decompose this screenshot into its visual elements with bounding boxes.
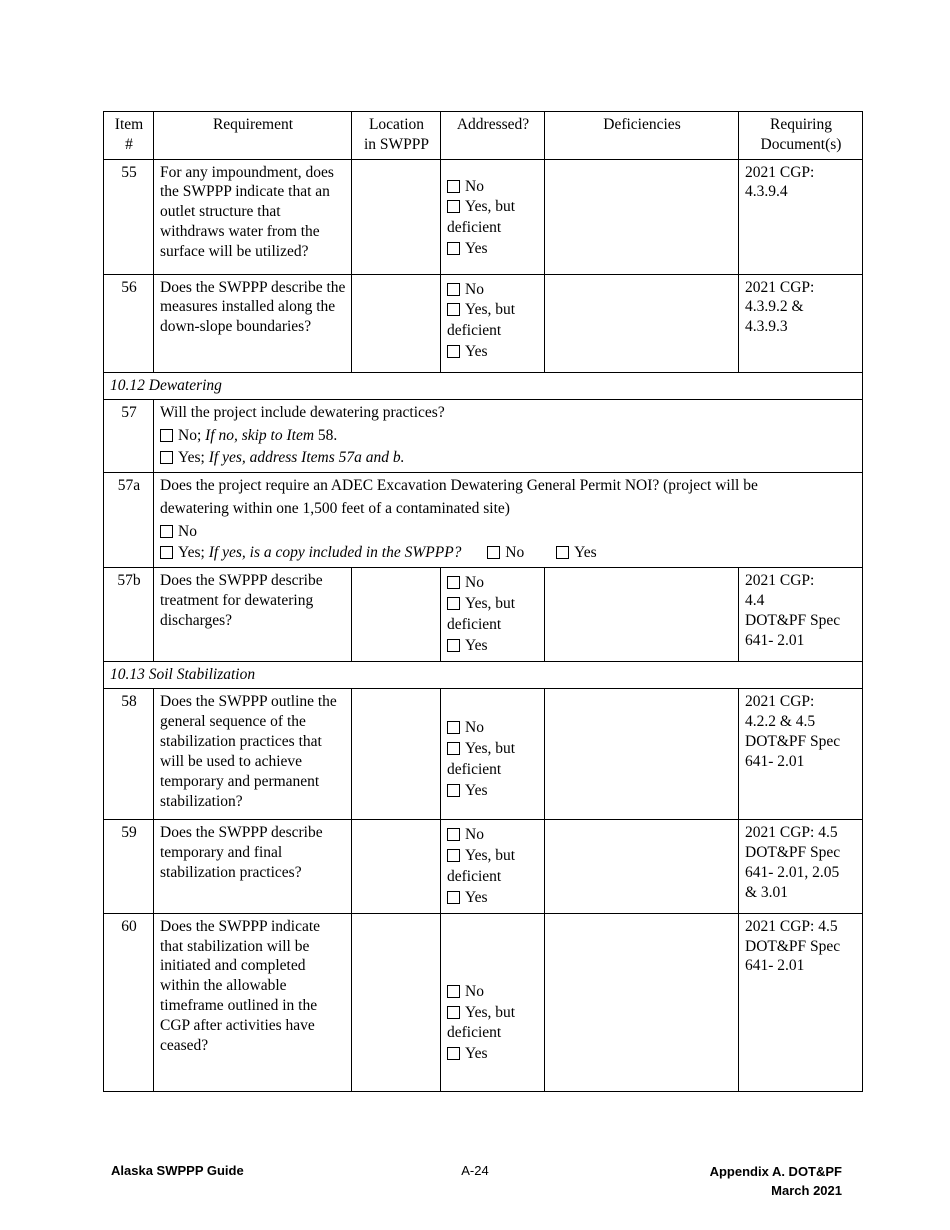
row-item-number: 57 xyxy=(104,400,154,472)
addressed-options xyxy=(447,571,539,655)
sub-option-yes: Yes xyxy=(574,544,597,562)
table-row xyxy=(104,274,863,372)
row-document: 2021 CGP: 4.4 DOT&PF Spec 641- 2.01 xyxy=(739,568,863,661)
option-deficient-label: deficient xyxy=(447,219,502,237)
option-no[interactable]: No xyxy=(447,718,539,738)
checkbox-icon[interactable] xyxy=(447,985,460,998)
question-text: Will the project include dewatering practices? xyxy=(160,404,445,422)
header-addressed: Addressed? xyxy=(441,112,545,160)
checkbox-icon[interactable] xyxy=(447,200,460,213)
option-no[interactable]: No xyxy=(447,982,539,1002)
row-item-number: 60 xyxy=(104,913,154,1091)
checkbox-icon[interactable] xyxy=(160,546,173,559)
option-deficient-label: deficient xyxy=(447,615,502,633)
option-deficient-label: deficient xyxy=(447,322,502,340)
addressed-options xyxy=(447,917,539,1064)
checkbox-icon[interactable] xyxy=(447,891,460,904)
addressed-options xyxy=(447,692,539,800)
row-location[interactable] xyxy=(352,274,441,372)
option-yes[interactable]: Yes xyxy=(447,636,539,656)
header-location: Location in SWPPP xyxy=(352,112,441,160)
checkbox-icon[interactable] xyxy=(447,721,460,734)
row-requirement: Does the SWPPP describe treatment for dewatering discharges? xyxy=(154,568,352,661)
row-location[interactable] xyxy=(352,159,441,274)
row-deficiencies[interactable] xyxy=(545,820,739,913)
section-header-row xyxy=(104,661,863,689)
checkbox-icon[interactable] xyxy=(447,180,460,193)
option-yes-but-deficient[interactable]: Yes, but xyxy=(447,197,539,217)
checkbox-icon[interactable] xyxy=(447,242,460,255)
row-item-number: 56 xyxy=(104,274,154,372)
row-item-number: 58 xyxy=(104,689,154,820)
option-deficient-label: deficient xyxy=(447,761,502,779)
footer-page-number: A-24 xyxy=(461,1163,489,1178)
option-yes-but-deficient[interactable]: Yes, but xyxy=(447,739,539,759)
row-addressed xyxy=(441,689,545,820)
option-yes[interactable]: Yes; If yes, is a copy included in the SWPPP? No Yes xyxy=(160,543,857,563)
option-deficient-label: deficient xyxy=(447,1024,502,1042)
table-row xyxy=(104,472,863,567)
table-row xyxy=(104,568,863,661)
table-row xyxy=(104,400,863,472)
row-document: 2021 CGP: 4.5 DOT&PF Spec 641- 2.01 xyxy=(739,913,863,1091)
option-yes[interactable]: Yes xyxy=(447,781,539,801)
checkbox-icon[interactable] xyxy=(487,546,500,559)
row-addressed xyxy=(441,913,545,1091)
checklist-sheet xyxy=(103,111,862,1092)
table-row xyxy=(104,820,863,913)
section-title-soil-stabilization: 10.13 Soil Stabilization xyxy=(104,661,863,689)
row-requirement: Does the SWPPP outline the general sequence of the stabilization practices that will be used to achieve temporary and permanent stabilization? xyxy=(154,689,352,820)
checkbox-icon[interactable] xyxy=(447,1006,460,1019)
row-location[interactable] xyxy=(352,568,441,661)
footer-appendix-line2: March 2021 xyxy=(771,1182,842,1198)
row-document: 2021 CGP: 4.3.9.4 xyxy=(739,159,863,274)
row-requirement: Does the SWPPP describe temporary and final stabilization practices? xyxy=(154,820,352,913)
sub-option-no: No xyxy=(505,544,525,562)
checkbox-icon[interactable] xyxy=(447,828,460,841)
checkbox-icon[interactable] xyxy=(160,451,173,464)
row-addressed xyxy=(441,159,545,274)
option-yes-but-deficient[interactable]: Yes, but xyxy=(447,300,539,320)
option-yes-but-deficient[interactable]: Yes, but xyxy=(447,594,539,614)
row-item-number: 57b xyxy=(104,568,154,661)
footer-appendix xyxy=(710,1163,842,1201)
addressed-options xyxy=(447,823,539,907)
option-yes[interactable]: Yes; If yes, address Items 57a and b. xyxy=(160,448,857,468)
option-deficient-label: deficient xyxy=(447,868,502,886)
header-deficiencies: Deficiencies xyxy=(545,112,739,160)
checkbox-icon[interactable] xyxy=(447,784,460,797)
option-no[interactable]: No; If no, skip to Item 58. xyxy=(160,426,857,446)
row-document: 2021 CGP: 4.3.9.2 & 4.3.9.3 xyxy=(739,274,863,372)
checkbox-icon[interactable] xyxy=(447,597,460,610)
addressed-options xyxy=(447,163,539,259)
checkbox-icon[interactable] xyxy=(160,525,173,538)
row-item-number: 59 xyxy=(104,820,154,913)
option-no[interactable]: No xyxy=(447,573,539,593)
row-item-number: 57a xyxy=(104,472,154,567)
row-document: 2021 CGP: 4.2.2 & 4.5 DOT&PF Spec 641- 2.01 xyxy=(739,689,863,820)
option-yes-but-deficient[interactable]: Yes, but xyxy=(447,846,539,866)
footer-document-title: Alaska SWPPP Guide xyxy=(111,1163,244,1178)
checkbox-icon[interactable] xyxy=(447,742,460,755)
question-text-line1: Does the project require an ADEC Excavation Dewatering General Permit NOI? (project will be xyxy=(160,476,758,494)
checkbox-icon[interactable] xyxy=(447,345,460,358)
checkbox-icon[interactable] xyxy=(447,303,460,316)
option-no[interactable]: No xyxy=(160,522,857,542)
footer-appendix-line1: Appendix A. DOT&PF xyxy=(709,1164,842,1179)
option-no[interactable]: No xyxy=(447,825,539,845)
row-deficiencies[interactable] xyxy=(545,159,739,274)
addressed-options xyxy=(447,278,539,362)
checkbox-icon[interactable] xyxy=(447,1047,460,1060)
row-deficiencies[interactable] xyxy=(545,568,739,661)
table-row xyxy=(104,159,863,274)
row-location[interactable] xyxy=(352,689,441,820)
swppp-checklist-table xyxy=(103,111,863,1092)
checkbox-icon[interactable] xyxy=(556,546,569,559)
row-full-question xyxy=(154,472,863,567)
header-requirement: Requirement xyxy=(154,112,352,160)
row-addressed xyxy=(441,568,545,661)
row-requirement: For any impoundment, does the SWPPP indicate that an outlet structure that withdraws water from the surface will be utilized? xyxy=(154,159,352,274)
header-item: Item # xyxy=(104,112,154,160)
table-row xyxy=(104,689,863,820)
table-row xyxy=(104,913,863,1091)
row-addressed xyxy=(441,274,545,372)
option-yes[interactable]: Yes xyxy=(447,239,539,259)
row-deficiencies[interactable] xyxy=(545,913,739,1091)
row-addressed xyxy=(441,820,545,913)
checkbox-icon[interactable] xyxy=(447,849,460,862)
checkbox-icon[interactable] xyxy=(447,639,460,652)
section-title-dewatering: 10.12 Dewatering xyxy=(104,372,863,400)
row-deficiencies[interactable] xyxy=(545,274,739,372)
option-no[interactable]: No xyxy=(447,177,539,197)
row-location[interactable] xyxy=(352,913,441,1091)
question-text-line2: dewatering within one 1,500 feet of a contaminated site) xyxy=(160,499,510,517)
row-location[interactable] xyxy=(352,820,441,913)
section-header-row xyxy=(104,372,863,400)
checkbox-icon[interactable] xyxy=(160,429,173,442)
option-no[interactable]: No xyxy=(447,280,539,300)
row-requirement: Does the SWPPP indicate that stabilization will be initiated and completed within the allowable timeframe outlined in the CGP after activities have ceased? xyxy=(154,913,352,1091)
checkbox-icon[interactable] xyxy=(447,283,460,296)
row-full-question xyxy=(154,400,863,472)
row-item-number: 55 xyxy=(104,159,154,274)
option-yes-but-deficient[interactable]: Yes, but xyxy=(447,1003,539,1023)
table-header-row xyxy=(104,112,863,160)
option-yes[interactable]: Yes xyxy=(447,888,539,908)
option-yes[interactable]: Yes xyxy=(447,342,539,362)
row-requirement: Does the SWPPP describe the measures installed along the down-slope boundaries? xyxy=(154,274,352,372)
option-yes[interactable]: Yes xyxy=(447,1044,539,1064)
row-document: 2021 CGP: 4.5 DOT&PF Spec 641- 2.01, 2.05 & 3.01 xyxy=(739,820,863,913)
header-document: Requiring Document(s) xyxy=(739,112,863,160)
row-deficiencies[interactable] xyxy=(545,689,739,820)
checkbox-icon[interactable] xyxy=(447,576,460,589)
